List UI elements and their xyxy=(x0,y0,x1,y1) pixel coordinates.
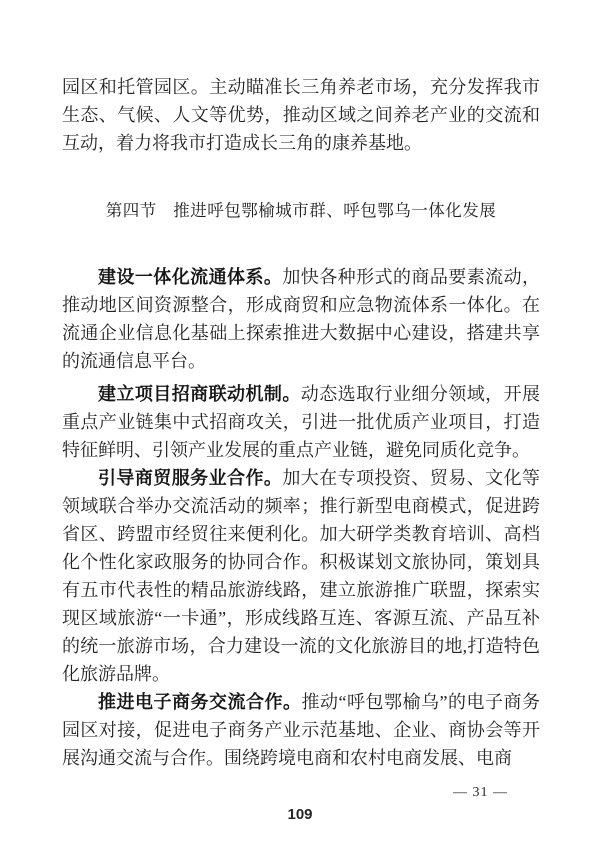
paragraph-lead: 引导商贸服务业合作。 xyxy=(98,468,283,488)
section-number: 第四节 xyxy=(105,201,157,220)
paragraph-text: 动态选取行业细分领域，开展重点产业链集中式招商攻关，引进一批优质产业项目，打造特征鲜明、引领产业发展的重点产业链，避免同质化竞争。 xyxy=(62,384,541,460)
paragraph-text: 推动“呼包鄂榆乌”的电子商务园区对接，促进电子商务产业示范基地、企业、商协会等开展沟通交流与合作。围绕跨境电商和农村电商发展、电商 xyxy=(62,692,541,768)
paragraph-lead: 推进电子商务交流合作。 xyxy=(98,692,302,712)
body-paragraph xyxy=(62,464,540,688)
paragraph-lead: 建设一体化流通体系。 xyxy=(98,267,283,287)
printed-page-number: — 31 — xyxy=(453,785,508,800)
body-paragraph xyxy=(62,263,540,375)
paragraph-text: 加大在专项投资、贸易、文化等领域联合举办交流活动的频率；推行新型电商模式，促进跨省区、跨盟市经贸往来便利化。加大研学类教育培训、高档化个性化家政服务的协同合作。积极谋划文旅协同，策划具有五市代表性的精品旅游线路，建立旅游推广联盟，探索实现区域旅游“一卡通”，形成线路互连、客源互流、产品互补的统一旅游市场，合力建设一流的文化旅游目的地,打造特色化旅游品牌。 xyxy=(62,468,541,684)
paragraph-lead: 建立项目招商联动机制。 xyxy=(98,384,301,404)
scan-page-number: 109 xyxy=(287,806,313,823)
section-title: 推进呼包鄂榆城市群、呼包鄂乌一体化发展 xyxy=(173,201,497,220)
body-paragraph-continuation: 园区和托管园区。主动瞄准长三角养老市场，充分发挥我市生态、气候、人文等优势，推动区域之间养老产业的交流和互动，着力将我市打造成长三角的康养基地。 xyxy=(62,77,540,153)
body-paragraph xyxy=(62,380,540,464)
paragraph-text: 加快各种形式的商品要素流动，推动地区间资源整合，形成商贸和应急物流体系一体化。在流通企业信息化基础上探索推进大数据中心建设，搭建共享的流通信息平台。 xyxy=(62,267,541,371)
section-heading xyxy=(62,196,540,226)
body-paragraph xyxy=(62,688,540,772)
